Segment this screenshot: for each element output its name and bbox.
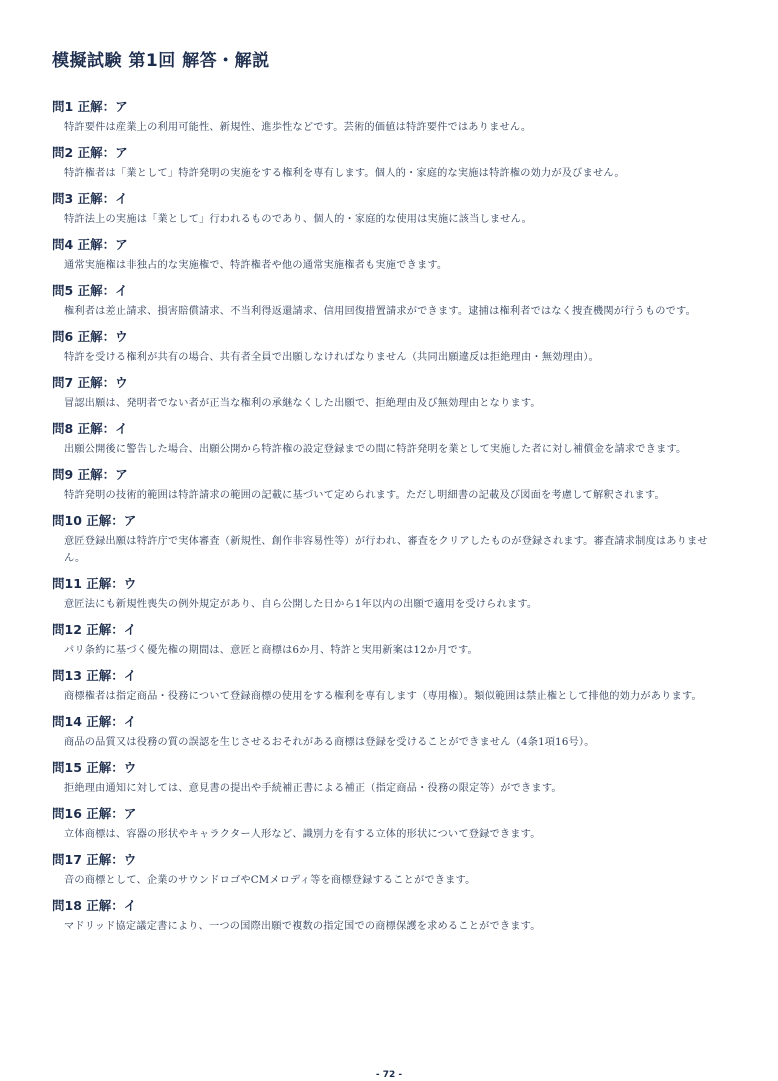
answer-heading xyxy=(52,98,716,115)
explanation-text: 商品の品質又は役務の質の誤認を生じさせるおそれがある商標は登録を受けることができません（4条1項16号）。 xyxy=(64,737,595,748)
answer-heading xyxy=(52,374,716,391)
answer-heading xyxy=(52,144,716,161)
answer-item xyxy=(52,98,716,136)
page-number: - 72 - xyxy=(375,1070,403,1080)
answer-item xyxy=(52,759,716,797)
answer-list xyxy=(52,98,716,935)
question-number: 問3 xyxy=(52,191,74,206)
answer-label: 正解： xyxy=(86,622,124,637)
question-number: 問9 xyxy=(52,467,74,482)
answer-label: 正解： xyxy=(86,576,124,591)
answer-label: 正解： xyxy=(77,283,116,298)
answer-label: 正解： xyxy=(86,513,124,528)
answer-heading xyxy=(52,282,716,299)
answer-heading xyxy=(52,851,716,868)
answer-choice: イ xyxy=(115,191,128,206)
explanation-text: 出願公開後に警告した場合、出願公開から特許権の設定登録までの間に特許発明を業として実施した者に対し補償金を請求できます。 xyxy=(64,444,687,455)
question-number: 問10 xyxy=(52,513,82,528)
answer-item xyxy=(52,805,716,843)
answer-label: 正解： xyxy=(77,421,116,436)
answer-item xyxy=(52,897,716,935)
answer-item xyxy=(52,374,716,412)
answer-choice: ウ xyxy=(115,329,128,344)
page-title: 模擬試験 第1回 解答・解説 xyxy=(52,51,270,71)
explanation-text: 意匠登録出願は特許庁で実体審査（新規性、創作非容易性等）が行われ、審査をクリアしたものが登録されます。審査請求制度はありません。 xyxy=(64,536,708,564)
answer-label: 正解： xyxy=(77,99,116,114)
answer-heading xyxy=(52,575,716,592)
answer-heading xyxy=(52,420,716,437)
explanation-text: 立体商標は、容器の形状やキャラクター人形など、識別力を有する立体的形状について登録できます。 xyxy=(64,829,541,840)
answer-heading xyxy=(52,328,716,345)
answer-heading xyxy=(52,466,716,483)
answer-choice: イ xyxy=(123,668,137,683)
question-number: 問5 xyxy=(52,283,74,298)
answer-choice: ア xyxy=(123,513,137,528)
answer-label: 正解： xyxy=(86,760,124,775)
answer-heading xyxy=(52,759,716,776)
explanation-text: 通常実施権は非独占的な実施権で、特許権者や他の通常実施権者も実施できます。 xyxy=(64,260,448,271)
question-number: 問4 xyxy=(52,237,74,252)
question-number: 問6 xyxy=(52,329,74,344)
answer-item xyxy=(52,328,716,366)
answer-item xyxy=(52,282,716,320)
explanation-text: 特許発明の技術的範囲は特許請求の範囲の記載に基づいて定められます。ただし明細書の記載及び図面を考慮して解釈されます。 xyxy=(64,490,665,501)
answer-item xyxy=(52,144,716,182)
explanation-text: 意匠法にも新規性喪失の例外規定があり、自ら公開した日から1年以内の出願で適用を受けられます。 xyxy=(64,599,538,610)
question-number: 問8 xyxy=(52,421,74,436)
answer-choice: ア xyxy=(115,467,128,482)
answer-choice: イ xyxy=(115,421,128,436)
answer-heading xyxy=(52,621,716,638)
explanation-text: 特許を受ける権利が共有の場合、共有者全員で出願しなければなりません（共同出願違反は拒絶理由・無効理由）。 xyxy=(64,352,600,363)
explanation-text: マドリッド協定議定書により、一つの国際出願で複数の指定国での商標保護を求めることができます。 xyxy=(64,921,541,932)
answer-label: 正解： xyxy=(86,714,124,729)
explanation-text: パリ条約に基づく優先権の期間は、意匠と商標は6か月、特許と実用新案は12か月です。 xyxy=(64,645,478,656)
answer-label: 正解： xyxy=(77,237,116,252)
explanation-text: 特許権者は「業として」特許発明の実施をする権利を専有します。個人的・家庭的な実施は特許権の効力が及びません。 xyxy=(64,168,625,179)
answer-heading xyxy=(52,190,716,207)
answer-choice: ア xyxy=(123,806,137,821)
explanation-text: 特許要件は産業上の利用可能性、新規性、進歩性などです。芸術的価値は特許要件ではありません。 xyxy=(64,122,532,133)
answer-heading xyxy=(52,667,716,684)
question-number: 問2 xyxy=(52,145,74,160)
answer-choice: イ xyxy=(115,283,128,298)
answer-item xyxy=(52,466,716,504)
explanation-text: 権利者は差止請求、損害賠償請求、不当利得返還請求、信用回復措置請求ができます。逮捕は権利者ではなく捜査機関が行うものです。 xyxy=(64,306,696,317)
answer-item xyxy=(52,667,716,705)
answer-choice: イ xyxy=(123,714,137,729)
answer-label: 正解： xyxy=(86,806,124,821)
answer-item xyxy=(52,575,716,613)
answer-heading xyxy=(52,897,716,914)
answer-choice: ア xyxy=(115,99,128,114)
answer-choice: イ xyxy=(123,898,137,913)
answer-choice: ウ xyxy=(123,760,137,775)
answer-item xyxy=(52,190,716,228)
question-number: 問16 xyxy=(52,806,82,821)
explanation-text: 拒絶理由通知に対しては、意見書の提出や手続補正書による補正（指定商品・役務の限定等）ができます。 xyxy=(64,783,562,794)
question-number: 問12 xyxy=(52,622,82,637)
question-number: 問7 xyxy=(52,375,74,390)
answer-item xyxy=(52,621,716,659)
answer-label: 正解： xyxy=(77,191,116,206)
answer-choice: ウ xyxy=(123,576,137,591)
answer-label: 正解： xyxy=(77,375,116,390)
answer-label: 正解： xyxy=(77,145,116,160)
question-number: 問14 xyxy=(52,714,82,729)
explanation-text: 特許法上の実施は「業として」行われるものであり、個人的・家庭的な使用は実施に該当しません。 xyxy=(64,214,533,225)
answer-choice: ウ xyxy=(123,852,137,867)
answer-heading xyxy=(52,713,716,730)
answer-choice: ウ xyxy=(115,375,128,390)
question-number: 問13 xyxy=(52,668,82,683)
answer-heading xyxy=(52,805,716,822)
answer-heading xyxy=(52,512,716,529)
answer-item xyxy=(52,420,716,458)
answer-item xyxy=(52,236,716,274)
explanation-text: 商標権者は指定商品・役務について登録商標の使用をする権利を専有します（専用権）。類似範囲は禁止権として排他的効力があります。 xyxy=(64,691,702,702)
question-number: 問17 xyxy=(52,852,82,867)
question-number: 問18 xyxy=(52,898,82,913)
question-number: 問15 xyxy=(52,760,82,775)
answer-choice: ア xyxy=(115,237,128,252)
explanation-text: 音の商標として、企業のサウンドロゴやCMメロディ等を商標登録することができます。 xyxy=(64,875,476,886)
answer-label: 正解： xyxy=(86,852,124,867)
answer-item xyxy=(52,512,716,567)
explanation-text: 冒認出願は、発明者でない者が正当な権利の承継なくした出願で、拒絶理由及び無効理由となります。 xyxy=(64,398,541,409)
answer-choice: ア xyxy=(115,145,128,160)
answer-item xyxy=(52,851,716,889)
answer-item xyxy=(52,713,716,751)
answer-label: 正解： xyxy=(77,329,116,344)
answer-label: 正解： xyxy=(86,668,124,683)
answer-choice: イ xyxy=(123,622,137,637)
question-number: 問1 xyxy=(52,99,74,114)
answer-label: 正解： xyxy=(77,467,116,482)
answer-label: 正解： xyxy=(86,898,124,913)
question-number: 問11 xyxy=(52,576,82,591)
answer-heading xyxy=(52,236,716,253)
